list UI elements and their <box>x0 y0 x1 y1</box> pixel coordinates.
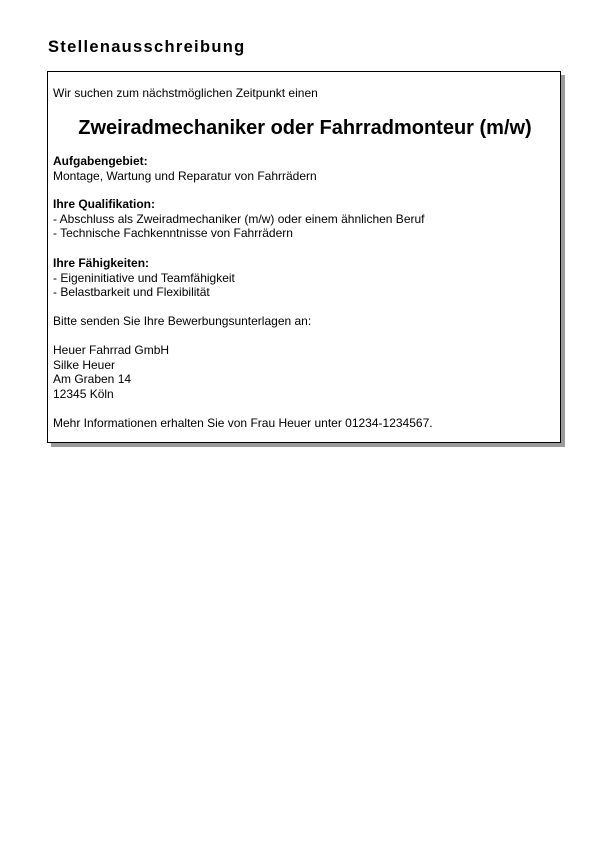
address-person: Silke Heuer <box>53 357 116 372</box>
section-qualification-label: Ihre Qualifikation: <box>53 197 156 211</box>
section-qualification <box>53 197 425 241</box>
section-skills-line: - Eigeninitiative und Teamfähigkeit <box>53 270 235 285</box>
section-skills-label: Ihre Fähigkeiten: <box>53 256 150 270</box>
page-heading: Stellenausschreibung <box>48 38 246 56</box>
section-tasks <box>53 154 317 183</box>
address-city: 12345 Köln <box>53 386 114 401</box>
section-tasks-label: Aufgabengebiet: <box>53 154 148 168</box>
intro-text: Wir suchen zum nächstmöglichen Zeitpunkt einen <box>53 86 318 100</box>
job-title: Zweiradmechaniker oder Fahrradmonteur (m/w) <box>78 117 532 139</box>
section-tasks-line: Montage, Wartung und Reparatur von Fahrrädern <box>53 168 317 183</box>
section-qualification-line: - Abschluss als Zweiradmechaniker (m/w) oder einem ähnlichen Beruf <box>53 211 425 226</box>
section-skills-line: - Belastbarkeit und Flexibilität <box>53 285 210 299</box>
address-block <box>53 343 169 401</box>
application-request: Bitte senden Sie Ihre Bewerbungsunterlagen an: <box>53 314 312 328</box>
address-street: Am Graben 14 <box>53 372 132 386</box>
address-company: Heuer Fahrrad GmbH <box>53 343 170 357</box>
contact-info: Mehr Informationen erhalten Sie von Frau Heuer unter 01234-1234567. <box>53 416 433 430</box>
job-ad-box <box>47 71 561 443</box>
section-qualification-line: - Technische Fachkenntnisse von Fahrrädern <box>53 226 293 240</box>
section-skills <box>53 256 235 300</box>
